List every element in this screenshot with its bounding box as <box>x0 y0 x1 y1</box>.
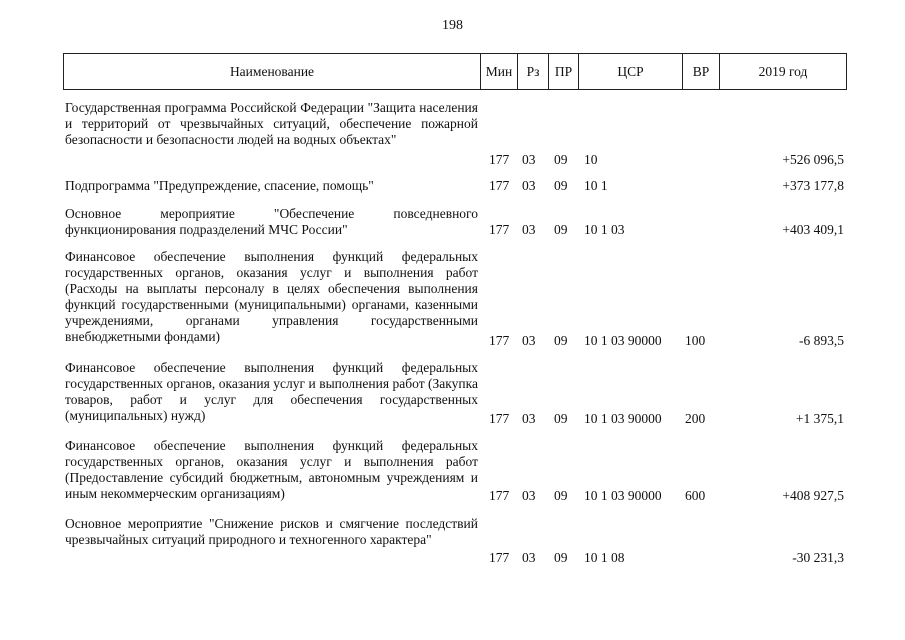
row-csr: 10 <box>584 152 598 167</box>
row-rz: 03 <box>522 488 536 503</box>
row-vr: 200 <box>685 411 706 426</box>
row-sum: +373 177,8 <box>782 178 844 193</box>
row-csr: 10 1 <box>584 178 608 193</box>
row-pr: 09 <box>554 333 568 348</box>
row-rz: 03 <box>522 550 536 565</box>
row-min: 177 <box>489 550 510 565</box>
row-pr: 09 <box>554 152 568 167</box>
page-number: 198 <box>442 18 463 33</box>
row-min: 177 <box>489 178 510 193</box>
row-sum: +408 927,5 <box>782 488 844 503</box>
row-csr: 10 1 03 90000 <box>584 411 662 426</box>
row-rz: 03 <box>522 222 536 237</box>
row-min: 177 <box>489 222 510 237</box>
row-pr: 09 <box>554 222 568 237</box>
header-year: 2019 год <box>720 54 847 90</box>
row-csr: 10 1 03 90000 <box>584 488 662 503</box>
row-sum: +1 375,1 <box>795 411 844 426</box>
row-csr: 10 1 08 <box>584 550 625 565</box>
row-rz: 03 <box>522 152 536 167</box>
row-rz: 03 <box>522 333 536 348</box>
row-name: Финансовое обеспечение выполнения функций федеральных государственных органов, оказания услуг и выполнения работ (Предоставление субсидий бюджетным, автономным учреждениям и иным некоммерческим организациям) <box>65 438 478 501</box>
row-name: Государственная программа Российской Федерации "Защита населения и территорий от чрезвычайных ситуаций, обеспечение пожарной безопасности и безопасности людей на водных объектах" <box>65 100 478 147</box>
row-name: Основное мероприятие "Обеспечение повседневного функционирования подразделений МЧС России" <box>65 206 478 237</box>
row-rz: 03 <box>522 178 536 193</box>
row-sum: -30 231,3 <box>792 550 844 565</box>
row-rz: 03 <box>522 411 536 426</box>
row-sum: -6 893,5 <box>799 333 844 348</box>
row-pr: 09 <box>554 411 568 426</box>
row-csr: 10 1 03 <box>584 222 625 237</box>
header-vr: ВР <box>683 54 720 90</box>
header-min: Мин <box>481 54 518 90</box>
row-sum: +403 409,1 <box>782 222 844 237</box>
row-name: Подпрограмма "Предупреждение, спасение, помощь" <box>65 178 374 193</box>
row-name: Финансовое обеспечение выполнения функций федеральных государственных органов, оказания услуг и выполнения работ (Закупка товаров, работ и услуг для обеспечения государственных (муниципальных) нужд) <box>65 360 478 423</box>
row-min: 177 <box>489 488 510 503</box>
header-name: Наименование <box>64 54 481 90</box>
row-pr: 09 <box>554 550 568 565</box>
row-vr: 600 <box>685 488 706 503</box>
row-name: Финансовое обеспечение выполнения функций федеральных государственных органов, оказания услуг и выполнения работ (Расходы на выплаты персоналу в целях обеспечения выполнения функций государственными (муниципальными) органами, казенными учреждениями, органами управления государственными внебюджетными фондами) <box>65 249 478 344</box>
header-pr: ПР <box>549 54 579 90</box>
row-csr: 10 1 03 90000 <box>584 333 662 348</box>
table-header <box>63 53 847 90</box>
row-sum: +526 096,5 <box>782 152 844 167</box>
row-min: 177 <box>489 152 510 167</box>
header-csr: ЦСР <box>579 54 683 90</box>
row-min: 177 <box>489 411 510 426</box>
row-name: Основное мероприятие "Снижение рисков и смягчение последствий чрезвычайных ситуаций природного и техногенного характера" <box>65 516 478 547</box>
row-min: 177 <box>489 333 510 348</box>
header-rz: Рз <box>518 54 549 90</box>
row-pr: 09 <box>554 488 568 503</box>
row-pr: 09 <box>554 178 568 193</box>
row-vr: 100 <box>685 333 706 348</box>
